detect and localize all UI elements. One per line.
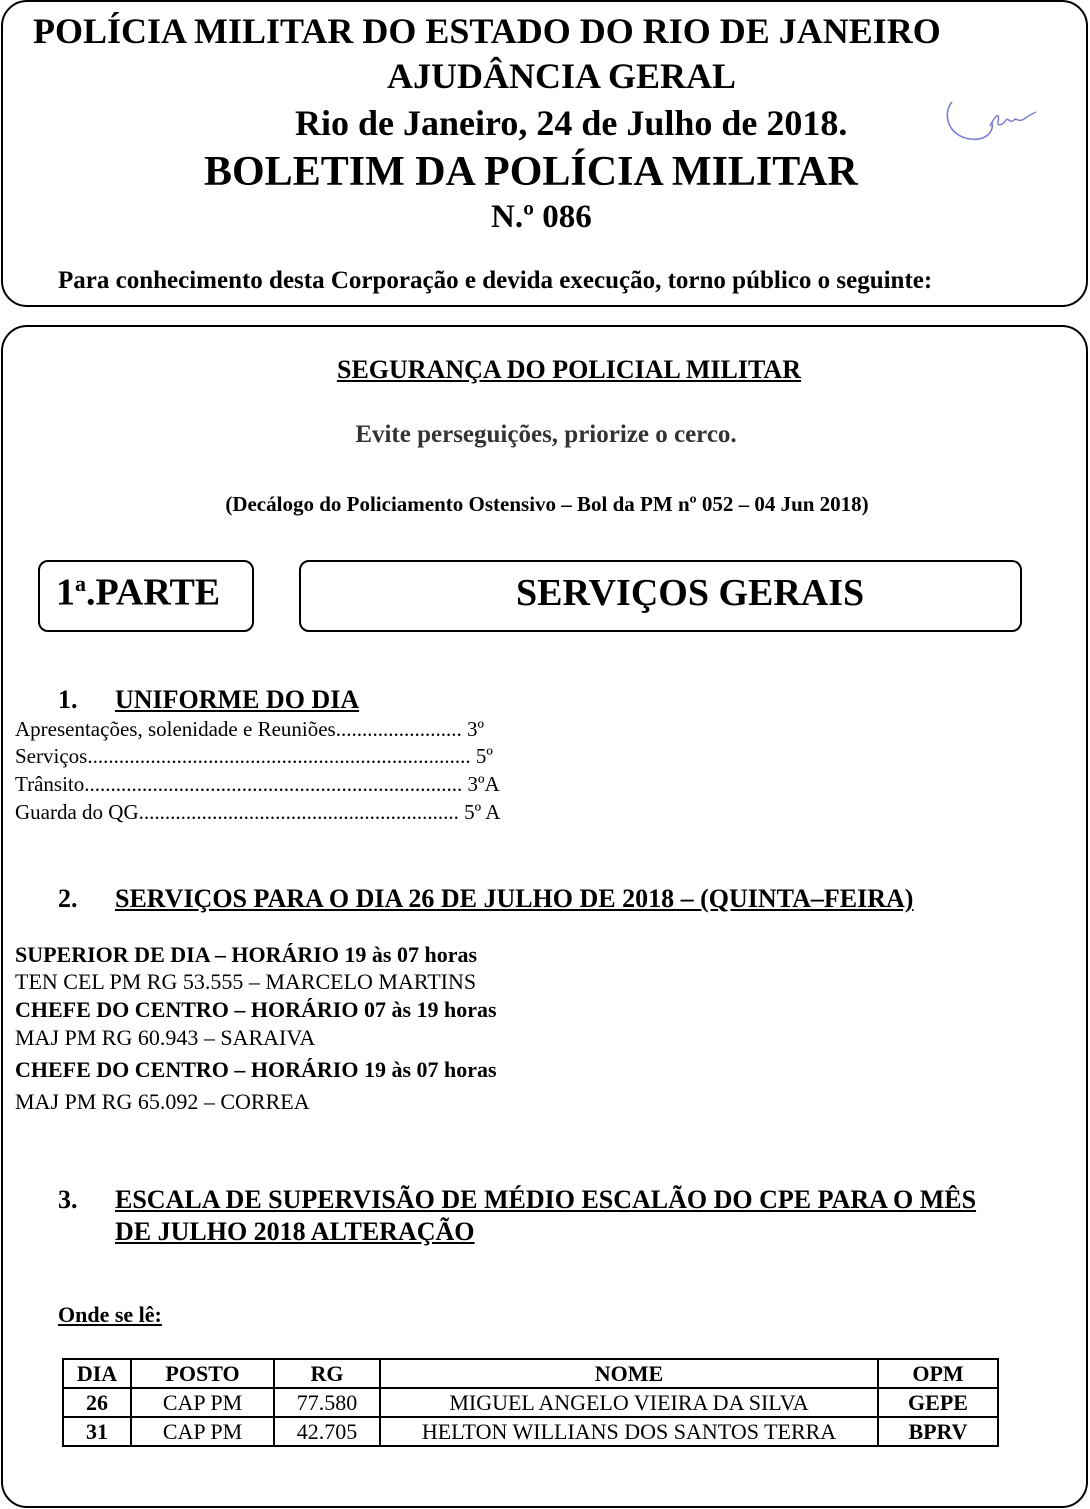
security-title: SEGURANÇA DO POLICIAL MILITAR bbox=[337, 355, 801, 384]
signature-mark bbox=[940, 92, 1040, 148]
table-header-row bbox=[63, 1359, 998, 1388]
cell-posto: CAP PM bbox=[131, 1388, 274, 1417]
duty-role: CHEFE DO CENTRO – HORÁRIO 19 às 07 horas bbox=[15, 1057, 497, 1082]
section3-title-line1: ESCALA DE SUPERVISÃO DE MÉDIO ESCALÃO DO CPE PARA O MÊS bbox=[115, 1185, 977, 1214]
security-motto: Evite perseguições, priorize o cerco. bbox=[355, 421, 737, 448]
table-row bbox=[63, 1388, 998, 1417]
section2-title: SERVIÇOS PARA O DIA 26 DE JULHO DE 2018 – (QUINTA–FEIRA) bbox=[115, 884, 914, 913]
bulletin-number: N.º 086 bbox=[491, 199, 592, 235]
col-dia: DIA bbox=[63, 1359, 131, 1388]
section3-title-line2: DE JULHO 2018 ALTERAÇÃO bbox=[115, 1217, 475, 1246]
date-line: Rio de Janeiro, 24 de Julho de 2018. bbox=[295, 103, 848, 143]
part-title: SERVIÇOS GERAIS bbox=[516, 572, 865, 614]
col-opm: OPM bbox=[878, 1359, 998, 1388]
part-label bbox=[56, 573, 220, 612]
org-name: POLÍCIA MILITAR DO ESTADO DO RIO DE JANEIRO bbox=[33, 11, 941, 51]
section3-number: 3. bbox=[58, 1185, 78, 1214]
cell-rg: 42.705 bbox=[274, 1417, 380, 1446]
bulletin-title: BOLETIM DA POLÍCIA MILITAR bbox=[204, 149, 858, 195]
section3-subtitle: Onde se lê: bbox=[58, 1302, 162, 1327]
cell-rg: 77.580 bbox=[274, 1388, 380, 1417]
part-number: 1 bbox=[56, 571, 75, 614]
table-row bbox=[63, 1417, 998, 1446]
col-posto: POSTO bbox=[131, 1359, 274, 1388]
security-reference: (Decálogo do Policiamento Ostensivo – Bol da PM nº 052 – 04 Jun 2018) bbox=[225, 492, 869, 516]
section2-number: 2. bbox=[58, 884, 78, 913]
section1-number: 1. bbox=[58, 685, 78, 714]
cell-nome: MIGUEL ANGELO VIEIRA DA SILVA bbox=[380, 1388, 878, 1417]
duty-person: MAJ PM RG 65.092 – CORREA bbox=[15, 1089, 310, 1114]
duty-person: TEN CEL PM RG 53.555 – MARCELO MARTINS bbox=[15, 969, 477, 994]
schedule-table bbox=[62, 1358, 999, 1447]
uniform-row: Guarda do QG............................................................. 5º A bbox=[15, 800, 501, 824]
cell-opm: GEPE bbox=[878, 1388, 998, 1417]
intro-text: Para conhecimento desta Corporação e devida execução, torno público o seguinte: bbox=[58, 267, 933, 294]
col-nome: NOME bbox=[380, 1359, 878, 1388]
uniform-row: Serviços......................................................................... 5º bbox=[15, 744, 493, 768]
uniform-row: Trânsito........................................................................ 3ºA bbox=[15, 772, 500, 796]
cell-opm: BPRV bbox=[878, 1417, 998, 1446]
col-rg: RG bbox=[274, 1359, 380, 1388]
section1-title: UNIFORME DO DIA bbox=[115, 685, 360, 714]
cell-dia: 26 bbox=[63, 1388, 131, 1417]
cell-dia: 31 bbox=[63, 1417, 131, 1446]
duty-role: SUPERIOR DE DIA – HORÁRIO 19 às 07 horas bbox=[15, 942, 478, 967]
duty-role: CHEFE DO CENTRO – HORÁRIO 07 às 19 horas bbox=[15, 997, 497, 1022]
department: AJUDÂNCIA GERAL bbox=[387, 56, 737, 96]
part-superscript: a bbox=[75, 571, 86, 596]
duty-person: MAJ PM RG 60.943 – SARAIVA bbox=[15, 1025, 316, 1050]
uniform-row: Apresentações, solenidade e Reuniões........................ 3º bbox=[15, 717, 484, 741]
cell-posto: CAP PM bbox=[131, 1417, 274, 1446]
cell-nome: HELTON WILLIANS DOS SANTOS TERRA bbox=[380, 1417, 878, 1446]
part-text: .PARTE bbox=[86, 571, 221, 614]
